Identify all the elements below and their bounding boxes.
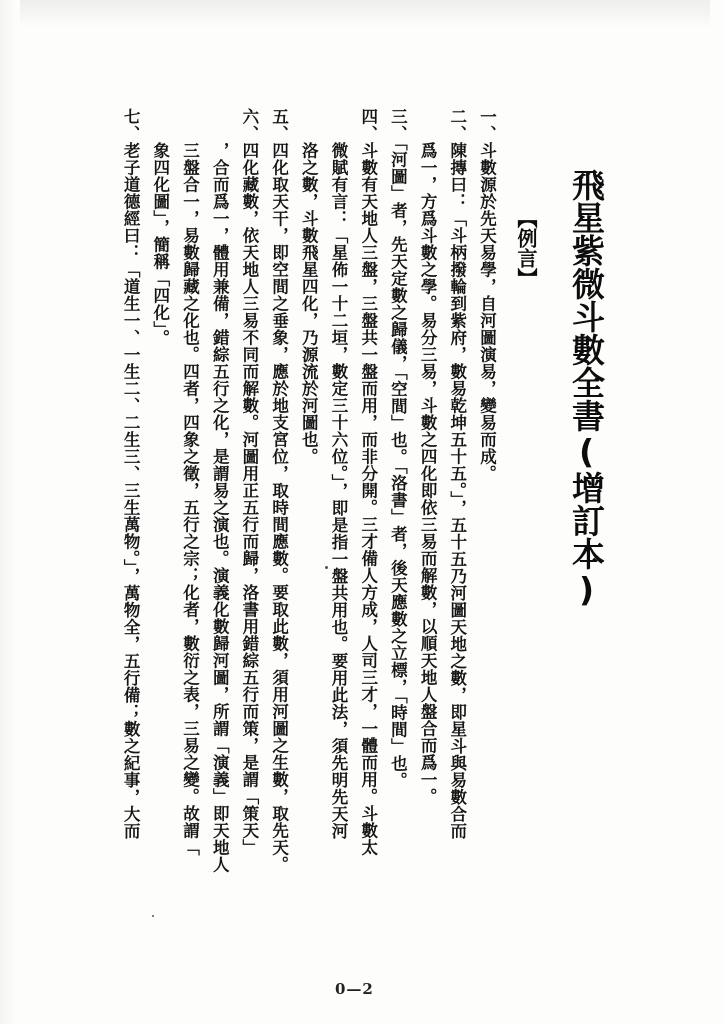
text-column: ，合而爲一，體用兼備，錯綜五行之化，是謂易之演也。演義化數歸河圖，所謂「演義」即天地人 bbox=[210, 108, 230, 873]
text-column: 象四化圖」，簡稱「四化」。 bbox=[150, 108, 170, 347]
text-column: 七、老子道德經曰：「道生一、一生二、二生三、三生萬物。」，萬物全，五行備；數之紀事，大而 bbox=[121, 108, 141, 840]
page-number: 0—2 bbox=[335, 980, 374, 998]
text-column: 六、四化藏數，依天地人三易不同而解數。河圖用正五行而歸，洛書用錯綜五行而策，是謂「策天」 bbox=[239, 108, 259, 856]
text-column: 五、四化取天干，即空間之垂象，應於地支宮位，取時間應數。要取此數，須用河圖之生數，取先天。 bbox=[269, 108, 289, 873]
scan-speck bbox=[325, 566, 328, 569]
scan-edge-top bbox=[20, 0, 710, 28]
text-column: 二、陳摶曰：「斗柄撥輪到紫府，數易乾坤五十五。」，五十五乃河圖天地之數，即星斗與易數合而 bbox=[447, 108, 467, 840]
text-column: 三、「河圖」者，先天定數之歸儀，「空間」也。「洛書」者，後天應數之立標，「時間」也。 bbox=[388, 108, 408, 789]
text-column: 三盤合一，易數歸藏之化也。四者，四象之徵，五行之宗；化者，數衍之表，三易之變。故謂「 bbox=[180, 108, 200, 856]
scan-speck bbox=[152, 915, 154, 917]
section-heading: 【例言】 bbox=[514, 208, 538, 288]
text-column: 微賦有言：「星佈一十二垣，數定三十六位。」，即是指一盤共用也。要用此法，須先明先天河 bbox=[329, 108, 348, 840]
text-column: 爲一，方爲斗數之學。易分三易，斗數之四化即依三易而解數，以順天地人盤合而爲一。 bbox=[418, 108, 438, 805]
text-column: 洛之數，斗數飛星四化，乃源流於河圖也。 bbox=[299, 108, 319, 465]
scan-edge-left bbox=[0, 0, 16, 1024]
text-column: 一、斗數源於先天易學，自河圖演易，變易而成。 bbox=[477, 108, 497, 482]
text-column: 四、斗數有天地人三盤，三盤共一盤而用，而非分開。三才備人方成，人司三才，一體而用。斗數太 bbox=[358, 108, 378, 856]
document-title: 飛星紫微斗數全書(增訂本) bbox=[567, 168, 606, 609]
